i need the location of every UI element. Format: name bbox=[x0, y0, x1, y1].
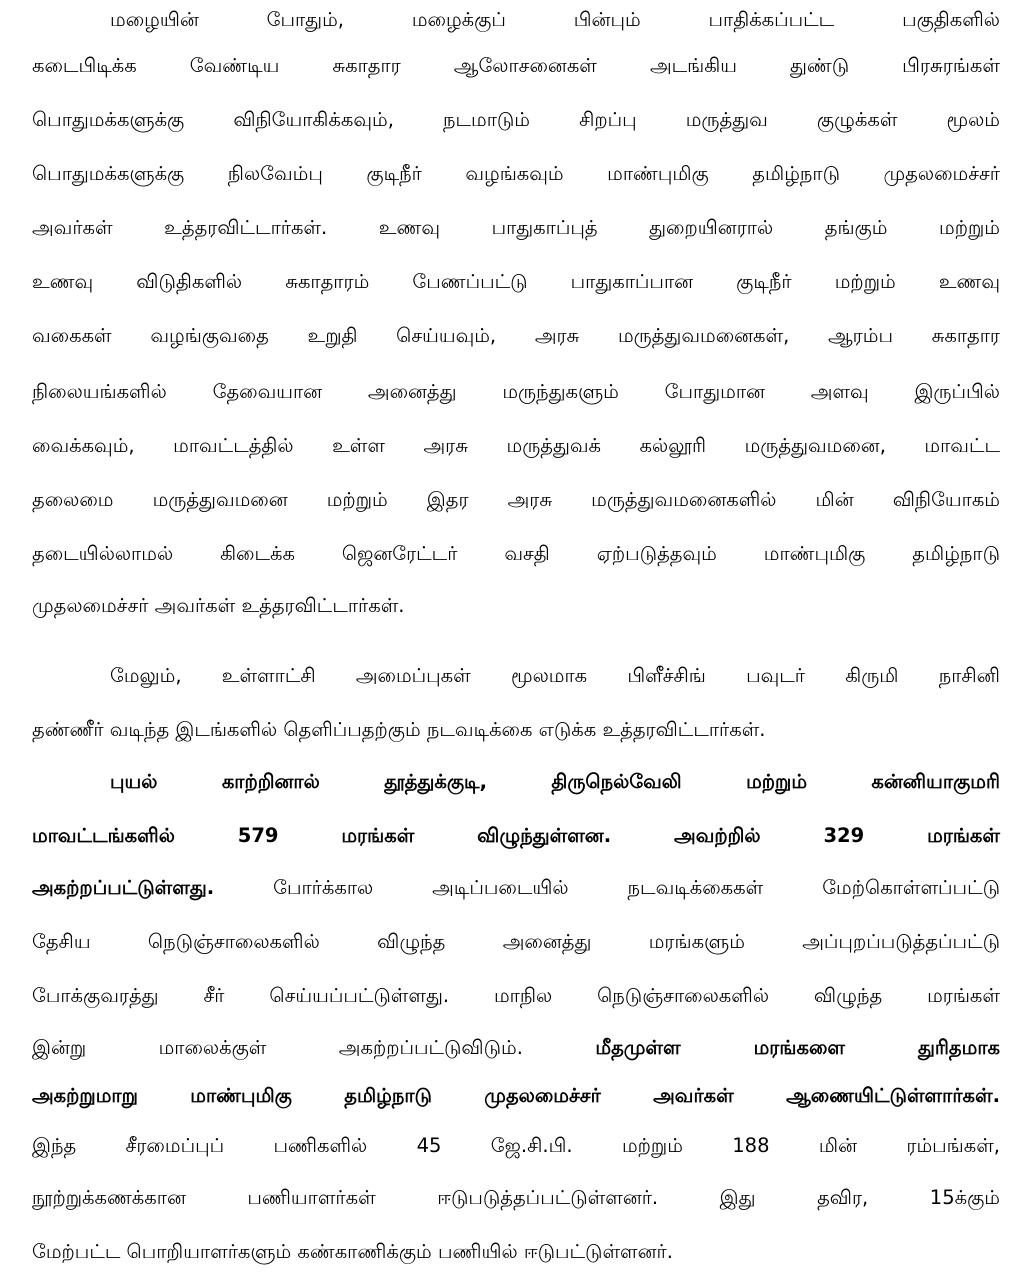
text-segment: மழையின் போதும், மழைக்குப் பின்பும் பாதிக்கப்பட்ட பகுதிகளில் bbox=[110, 8, 1000, 31]
text-line bbox=[32, 710, 1000, 750]
text-line bbox=[32, 586, 1000, 626]
text-line bbox=[110, 0, 1000, 40]
text-segment: தலைமை மருத்துவமனை மற்றும் இதர அரசு மருத்துவமனைகளில் மின் விநியோகம் bbox=[32, 488, 1000, 511]
text-segment: மேற்பட்ட பொறியாளர்களும் கண்காணிக்கும் பணியில் ஈடுபட்டுள்ளனர். bbox=[32, 1240, 673, 1263]
text-segment: வைக்கவும், மாவட்டத்தில் உள்ள அரசு மருத்துவக் கல்லூரி மருத்துவமனை, மாவட்ட bbox=[32, 434, 1000, 457]
text-segment: வகைகள் வழங்குவதை உறுதி செய்யவும், அரசு மருத்துவமனைகள், ஆரம்ப சுகாதார bbox=[32, 324, 1000, 347]
text-line bbox=[32, 262, 1000, 302]
text-segment-bold: அகற்றுமாறு மாண்புமிகு தமிழ்நாடு முதலமைச்சர் அவர்கள் ஆணையிட்டுள்ளார்கள். bbox=[32, 1084, 1000, 1107]
text-line bbox=[32, 372, 1000, 412]
text-segment-bold: புயல் காற்றினால் தூத்துக்குடி, திருநெல்வேலி மற்றும் கன்னியாகுமரி bbox=[110, 770, 1000, 793]
text-line bbox=[32, 426, 1000, 466]
text-segment: இன்று மாலைக்குள் அகற்றப்பட்டுவிடும். bbox=[32, 1036, 596, 1059]
text-segment: போர்க்கால அடிப்படையில் நடவடிக்கைகள் மேற்கொள்ளப்பட்டு bbox=[214, 876, 1000, 899]
text-line bbox=[32, 868, 1000, 908]
text-segment: முதலமைச்சர் அவர்கள் உத்தரவிட்டார்கள். bbox=[32, 594, 405, 617]
text-line bbox=[32, 154, 1000, 194]
text-line bbox=[110, 656, 1000, 696]
text-segment: பொதுமக்களுக்கு விநியோகிக்கவும், நடமாடும் சிறப்பு மருத்துவ குழுக்கள் மூலம் bbox=[32, 108, 1000, 131]
text-line bbox=[32, 1178, 1000, 1218]
text-line bbox=[32, 816, 1000, 856]
text-segment: அவர்கள் உத்தரவிட்டார்கள். உணவு பாதுகாப்புத் துறையினரால் தங்கும் மற்றும் bbox=[32, 216, 1000, 239]
text-segment: நூற்றுக்கணக்கான பணியாளர்கள் ஈடுபடுத்தப்பட்டுள்ளனர். இது தவிர, 15க்கும் bbox=[32, 1186, 1000, 1209]
text-line bbox=[32, 976, 1000, 1016]
text-segment: தேசிய நெடுஞ்சாலைகளில் விழுந்த அனைத்து மரங்களும் அப்புறப்படுத்தப்பட்டு bbox=[32, 930, 1000, 953]
text-line bbox=[32, 208, 1000, 248]
text-line bbox=[32, 1076, 1000, 1116]
text-segment: தடையில்லாமல் கிடைக்க ஜெனரேட்டர் வசதி ஏற்படுத்தவும் மாண்புமிகு தமிழ்நாடு bbox=[32, 542, 1000, 565]
text-segment-bold: மீதமுள்ள மரங்களை துரிதமாக bbox=[595, 1036, 1000, 1059]
text-segment-bold: அகற்றப்பட்டுள்ளது. bbox=[32, 876, 215, 899]
text-line bbox=[32, 534, 1000, 574]
text-segment: மேலும், உள்ளாட்சி அமைப்புகள் மூலமாக பிளீச்சிங் பவுடர் கிருமி நாசினி bbox=[110, 664, 1000, 687]
text-segment: இந்த சீரமைப்புப் பணிகளில் 45 ஜே.சி.பி. மற்றும் 188 மின் ரம்பங்கள், bbox=[32, 1134, 1000, 1157]
text-segment: பொதுமக்களுக்கு நிலவேம்பு குடிநீர் வழங்கவும் மாண்புமிகு தமிழ்நாடு முதலமைச்சர் bbox=[32, 162, 1000, 185]
text-line bbox=[32, 1028, 1000, 1068]
text-line bbox=[32, 922, 1000, 962]
text-segment: உணவு விடுதிகளில் சுகாதாரம் பேணப்பட்டு பாதுகாப்பான குடிநீர் மற்றும் உணவு bbox=[32, 270, 1000, 293]
text-segment-bold: மாவட்டங்களில் 579 மரங்கள் விழுந்துள்ளன. அவற்றில் 329 மரங்கள் bbox=[32, 824, 1000, 847]
text-segment: தண்ணீர் வடிந்த இடங்களில் தெளிப்பதற்கும் நடவடிக்கை எடுக்க உத்தரவிட்டார்கள். bbox=[32, 718, 766, 741]
text-line bbox=[32, 1232, 1000, 1272]
text-segment: கடைபிடிக்க வேண்டிய சுகாதார ஆலோசனைகள் அடங்கிய துண்டு பிரசுரங்கள் bbox=[32, 54, 1000, 77]
text-line bbox=[110, 762, 1000, 802]
text-line bbox=[32, 480, 1000, 520]
text-line bbox=[32, 100, 1000, 140]
text-line bbox=[32, 316, 1000, 356]
text-segment: போக்குவரத்து சீர் செய்யப்பட்டுள்ளது. மாநில நெடுஞ்சாலைகளில் விழுந்த மரங்கள் bbox=[32, 984, 1000, 1007]
text-line bbox=[32, 46, 1000, 86]
text-line bbox=[32, 1126, 1000, 1166]
text-segment: நிலையங்களில் தேவையான அனைத்து மருந்துகளும் போதுமான அளவு இருப்பில் bbox=[32, 380, 1000, 403]
